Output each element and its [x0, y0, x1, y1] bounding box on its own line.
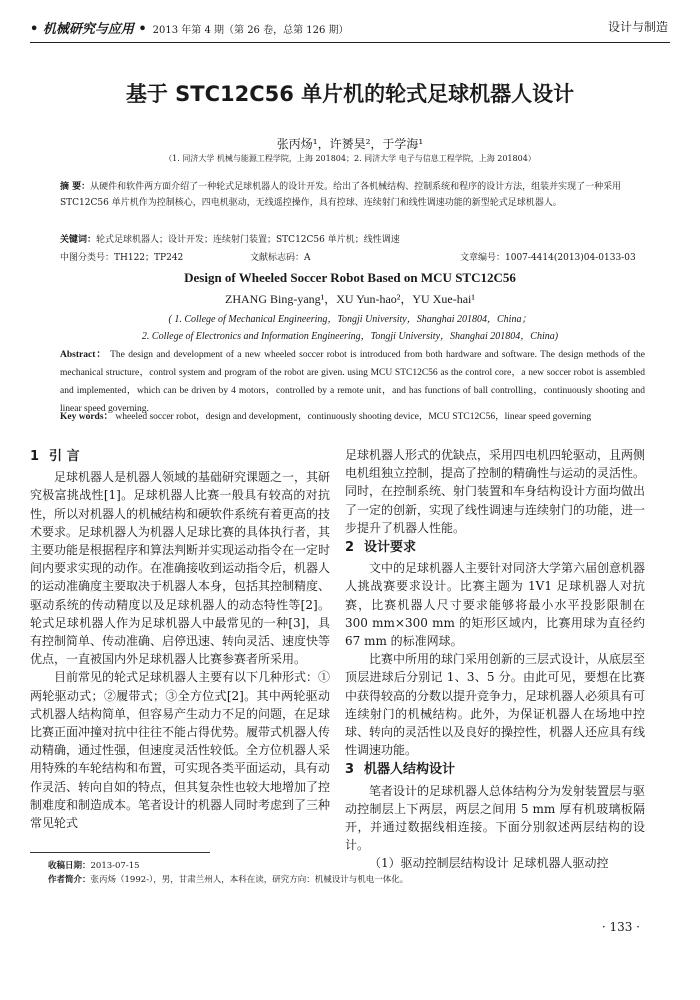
footnote-received [48, 859, 140, 871]
abstract-cn-label: 摘 要： [60, 182, 91, 192]
keywords-cn-label: 关键词： [60, 235, 97, 245]
section-title: 设计要求 [364, 540, 417, 556]
page-number: · 133 · [601, 920, 640, 934]
document-code: 文献标志码：A [250, 253, 311, 263]
keywords-en-label: Key words： [60, 412, 114, 422]
keywords-en-text: wheeled soccer robot，design and development，continuously shooting device，MCU STC12C56，linear speed governing [115, 412, 592, 422]
column-name: 设计与制造 [607, 20, 668, 34]
section-number: 2 [345, 540, 355, 556]
issue-info: 2013 年第 4 期（第 26 卷，总第 126 期） [152, 25, 349, 36]
body-paragraph: 足球机器人形式的优缺点，采用四电机四轮驱动，且两侧电机组独立控制，提高了控制的精确性与运动的灵活性。同时，在控制系统、射门装置和车身结构设计方面均做出了一定的创新，实现了线性调速与连续射门的功能，进一步提升了机器人性能。 [345, 448, 646, 535]
author-bio-label: 作者简介： [48, 875, 91, 885]
affiliation-en-1: ( 1. College of Mechanical Engineering，Tongji University，Shanghai 201804，China； [168, 314, 532, 325]
section-heading-3 [345, 761, 645, 779]
body-column-left [30, 446, 330, 832]
body-column-right [345, 446, 645, 873]
section-heading-2 [345, 539, 645, 557]
paper-title-cn: 基于 STC12C56 单片机的轮式足球机器人设计 [125, 82, 575, 106]
journal-info [30, 18, 349, 37]
paper-title-en: Design of Wheeled Soccer Robot Based on MCU STC12C56 [184, 270, 516, 285]
abstract-cn-text: 从硬件和软件两方面介绍了一种轮式足球机器人的设计开发。给出了各机械结构、控制系统和程序的设计方法，组装并实现了一种采用 STC12C56 单片机作为控制核心，四电机驱动，无线遥控操作，具有控球、连续射门和线性调速功能的新型轮式足球机器人。 [60, 182, 622, 208]
running-header [30, 14, 670, 40]
section-number: 3 [345, 762, 355, 778]
header-rule [30, 42, 670, 43]
footnote-author [48, 873, 408, 885]
classification-row [60, 250, 645, 266]
received-label: 收稿日期： [48, 861, 91, 871]
abstract-cn [60, 179, 645, 211]
keywords-cn [60, 232, 645, 248]
keywords-cn-text: 轮式足球机器人；设计开发；连续射门装置；STC12C56 单片机；线性调速 [96, 235, 400, 245]
authors-en: ZHANG Bing-yang¹，XU Yun-hao²，YU Xue-hai¹ [225, 292, 475, 306]
clc-number: 中图分类号：TH122；TP242 [60, 253, 184, 263]
body-paragraph: 笔者设计的足球机器人总体结构分为发射装置层与驱动控制层上下两层，两层之间用 5 mm 厚有机玻璃板隔开，并通过数据线相连接。下面分别叙述两层结构的设计。 [345, 783, 646, 853]
footnote-rule [30, 852, 210, 853]
section-heading-1 [30, 448, 330, 466]
author-bio: 张丙炀（1992-），男，甘肃兰州人，本科在读，研究方向：机械设计与机电一体化。 [90, 875, 409, 885]
section-title: 机器人结构设计 [364, 762, 456, 778]
body-paragraph: （1）驱动控制层结构设计 足球机器人驱动控 [369, 856, 609, 871]
body-paragraph: 目前常见的轮式足球机器人主要有以下几种形式：①两轮驱动式；②履带式；③全方位式[2]。其中两轮驱动式机器人结构简单，但容易产生动力不足的问题，在足球比赛正面冲撞对抗中往往不能占得优势。履带式机器人传动精确，通过性强，但速度灵活性较低。全方位机器人采用特殊的车轮结构和布置，可实现各类平面运动，具有动作灵活、转向自如的特点，但其复杂性也较大地增加了控制难度和制造成本。笔者设计的机器人同时考虑到了三种常见轮式 [30, 670, 331, 831]
section-number: 1 [30, 449, 40, 464]
body-paragraph: 足球机器人是机器人领域的基础研究课题之一，其研究极富挑战性[1]。足球机器人比赛一般具有较高的对抗性，所以对机器人的机械结构和硬软件系统有着更高的技术要求。足球机器人为机器人足球比赛的具体执行者，其主要功能是根据程序和算法判断并实现运动指令在一定时间内要求实现的动作。在准确接收到运动指令后，机器人的运动准确度主要取决于机器人本身，包括其控制精度、驱动系统的传动精度以及足球机器人的动态特性等[2]。轮式足球机器人作为足球机器人中最常见的一种[3]，具有控制简单、传动准确、启停迅速、转向灵活、速度快等优点，一直被国内外足球机器人比赛参赛者所采用。 [30, 470, 331, 667]
received-date: 2013-07-15 [90, 861, 140, 871]
affiliation-cn: （1. 同济大学 机械与能源工程学院，上海 201804；2. 同济大学 电子与信息工程学院，上海 201804） [164, 154, 536, 163]
body-paragraph: 比赛中所用的球门采用创新的三层式设计，从底层至顶层进球后分别记 1、3、5 分。由此可见，要想在比赛中获得较高的分数以提升竞争力，足球机器人必须具有可连续射门的机械结构。此外，为保证机器人在场地中控球、转向的灵活性以及良好的操控性，机器人还应具有线性调速功能。 [345, 652, 646, 758]
abstract-en-text: The design and development of a new wheeled soccer robot is introduced from both hardware and software. The design methods of the mechanical structure，control system and program of the robot are given. using MCU STC12C56 as the control core，a new soccer robot is assembled and implemented，which can be driven by 4 motors，controlled by a remote unit，and has functions of ball controlling，continuously shooting and linear speed governing. [60, 350, 645, 414]
keywords-en [60, 408, 645, 426]
abstract-en-label: Abstract： [60, 350, 107, 360]
journal-name: • 机械研究与应用 • [30, 22, 147, 37]
section-title: 引 言 [49, 449, 80, 464]
authors-cn: 张丙炀¹，许赟昊²，于学海¹ [276, 137, 424, 151]
article-number: 文章编号：1007-4414(2013)04-0133-03 [460, 253, 636, 263]
body-paragraph: 文中的足球机器人主要针对同济大学第六届创意机器人挑战赛要求设计。比赛主题为 1V1 足球机器人对抗赛，比赛机器人尺寸要求能够将最小水平投影限制在 300 mm×300 mm 的矩形区域内，比赛用球为直径约 67 mm 的标准网球。 [345, 561, 646, 649]
affiliation-en-2: 2. College of Electronics and Information Engineering，Tongji University，Shanghai 201804，China) [141, 331, 559, 342]
